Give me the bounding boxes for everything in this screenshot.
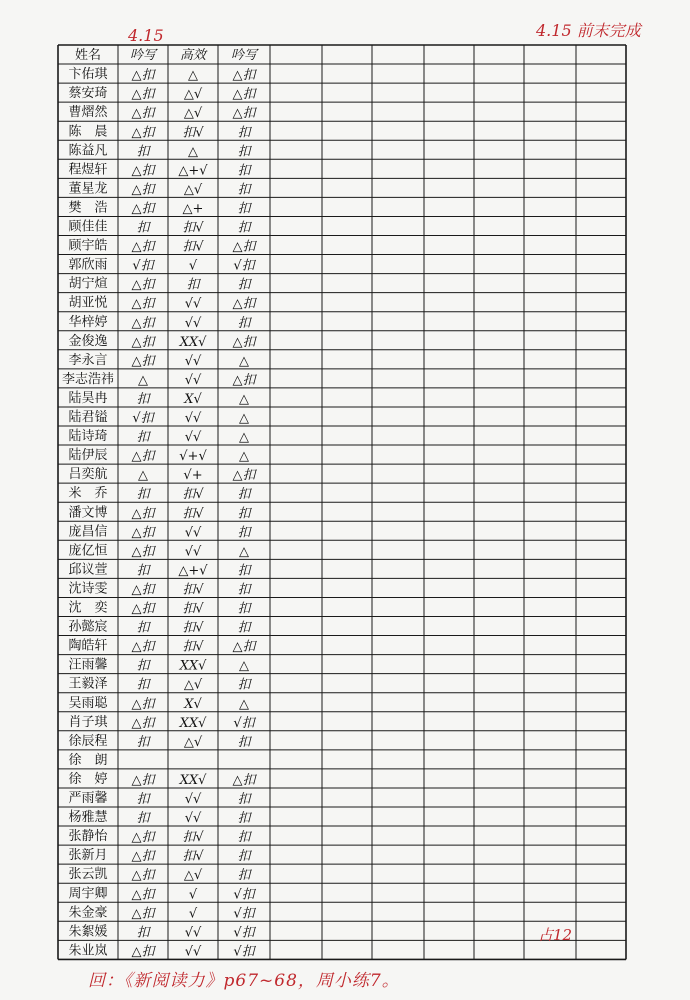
student-name: 华梓婷 (68, 314, 108, 330)
grade-mark: XX√ (179, 772, 207, 788)
grade-mark: 扣 (237, 144, 251, 160)
student-name: 米 乔 (68, 486, 108, 502)
grade-mark: △扣 (131, 582, 155, 598)
grade-mark: △扣 (232, 68, 256, 84)
grade-mark: △√ (183, 87, 203, 103)
student-name: 邱议萱 (68, 562, 108, 578)
grade-mark: 扣 (237, 125, 251, 141)
student-name: 朱金豪 (68, 905, 108, 921)
grade-mark: △扣 (131, 296, 155, 312)
grade-mark: △扣 (131, 315, 155, 331)
grade-mark: △扣 (232, 106, 256, 122)
grade-mark: √ (188, 887, 198, 903)
student-name: 蔡安琦 (68, 86, 108, 102)
grade-mark: 扣 (136, 563, 150, 579)
grade-mark: △+ (182, 201, 204, 217)
student-name: 庞昌信 (68, 524, 108, 540)
grade-mark: △扣 (131, 353, 155, 369)
grade-mark: △ (239, 696, 249, 712)
grade-mark: △扣 (131, 201, 155, 217)
grade-mark: △扣 (131, 772, 155, 788)
task-header-2: 高效 (179, 48, 207, 64)
grade-mark: △扣 (131, 849, 155, 865)
student-name: 张云凯 (68, 867, 108, 883)
grade-mark: √√ (184, 792, 202, 807)
task-header-row (75, 47, 259, 63)
handwritten-date: 4.15 (128, 26, 164, 45)
grade-mark: √扣 (233, 906, 255, 922)
grade-mark: 扣 (136, 811, 150, 827)
student-name: 孙懿宸 (68, 619, 108, 635)
grade-mark: XX√ (179, 334, 207, 350)
grade-mark: 扣√ (182, 220, 204, 236)
student-name: 汪雨馨 (68, 657, 108, 673)
grade-mark: 扣√ (182, 830, 204, 846)
student-name: 胡宁煊 (68, 276, 108, 292)
grade-mark: 扣√ (182, 620, 204, 636)
student-name: 李志浩祎 (61, 371, 115, 387)
grade-mark: 扣√ (182, 639, 204, 655)
grade-mark: XX√ (179, 658, 207, 674)
grade-mark: 扣 (237, 792, 251, 807)
grade-mark: 扣 (237, 506, 251, 522)
grade-mark: △扣 (131, 87, 155, 103)
grade-mark: 扣 (136, 792, 150, 807)
student-name: 陈 晨 (68, 124, 108, 140)
grade-mark: √√ (184, 525, 202, 541)
grade-mark: 扣 (136, 734, 150, 750)
grade-mark: △ (239, 658, 249, 674)
student-name: 胡亚悦 (68, 295, 108, 311)
grade-mark: 扣 (237, 811, 251, 827)
grade-mark: △扣 (232, 296, 256, 312)
student-name: 徐 婷 (68, 771, 108, 787)
grade-mark: 扣 (237, 163, 251, 179)
grade-mark: △ (188, 68, 198, 84)
grade-mark: △扣 (131, 906, 155, 922)
grade-mark: XX√ (179, 715, 207, 731)
grade-mark: 扣√ (182, 582, 204, 598)
grade-mark: 扣 (237, 677, 251, 693)
grade-mark: √√ (184, 925, 202, 941)
student-name: 徐 朗 (68, 752, 108, 768)
student-name: 陆昊冉 (68, 390, 108, 406)
grade-mark: △扣 (131, 277, 155, 293)
grade-mark: △扣 (232, 639, 256, 655)
student-name: 陆诗琦 (68, 429, 108, 445)
student-name: 杨雅慧 (68, 810, 108, 826)
grade-mark: 扣√ (182, 506, 204, 522)
student-name: 曹熠然 (68, 105, 108, 121)
grade-mark: △扣 (232, 239, 256, 255)
grade-mark: √√ (184, 353, 202, 369)
grade-mark: 扣 (136, 487, 150, 503)
grade-mark: △ (239, 430, 249, 446)
grade-mark: X√ (184, 391, 202, 407)
student-name: 沈 奕 (68, 600, 108, 616)
grade-mark: √扣 (233, 258, 255, 274)
grade-mark: △扣 (232, 372, 256, 388)
grade-mark: △扣 (131, 182, 155, 198)
grade-mark: √√ (184, 544, 202, 560)
grade-mark: △扣 (232, 334, 256, 350)
grade-mark: 扣 (237, 582, 251, 598)
grade-mark: △扣 (232, 468, 256, 484)
grade-mark: 扣 (237, 868, 251, 884)
grade-mark: △√ (183, 868, 203, 884)
grade-mark: √扣 (132, 411, 154, 426)
handwritten-count: 占12 (538, 926, 573, 944)
grade-mark: △扣 (131, 868, 155, 884)
grade-mark: 扣 (136, 144, 150, 160)
grade-mark: √ (188, 258, 198, 274)
grade-mark: 扣 (136, 220, 150, 236)
grade-mark: 扣√ (182, 849, 204, 865)
grade-mark: △ (138, 372, 148, 388)
grade-mark: √扣 (233, 944, 255, 960)
grade-mark: 扣 (237, 201, 251, 217)
grade-mark: △扣 (131, 163, 155, 179)
grade-mark: △√ (183, 106, 203, 122)
grade-mark: △扣 (131, 639, 155, 655)
student-name: 张新月 (68, 848, 108, 864)
grade-mark: △扣 (131, 696, 155, 712)
grade-mark: √√ (184, 315, 202, 331)
grade-mark: 扣√ (182, 239, 204, 255)
grade-mark: △+√ (178, 163, 208, 179)
student-name: 张静怡 (68, 829, 108, 845)
student-name: 严雨馨 (68, 791, 108, 806)
grade-mark: △扣 (131, 125, 155, 141)
grade-mark: △ (239, 411, 249, 426)
grade-mark: △√ (183, 677, 203, 693)
grade-mark: △扣 (131, 944, 155, 960)
student-name: 吴雨聪 (68, 695, 108, 711)
student-name-column (62, 66, 114, 958)
handwritten-deadline-note: 4.15 前末完成 (536, 21, 641, 40)
student-name: 王毅泽 (68, 676, 108, 692)
grade-mark: √√ (184, 296, 202, 312)
handwritten-homework-note: 回：《新阅读力》p67~68，周小练7。 (88, 971, 400, 991)
grade-mark: △扣 (131, 887, 155, 903)
grade-mark: √+ (183, 468, 203, 484)
name-column-header: 姓名 (74, 48, 102, 64)
task-header-3: 吟写 (230, 48, 258, 64)
student-name: 李永言 (68, 352, 108, 368)
grade-mark: △ (188, 144, 198, 160)
grade-mark: √扣 (233, 925, 255, 941)
grade-mark: △扣 (131, 334, 155, 350)
grade-mark: 扣 (136, 391, 150, 407)
student-name: 陶皓轩 (68, 638, 108, 654)
grade-mark: 扣 (136, 430, 150, 446)
grade-mark: 扣√ (182, 601, 204, 617)
grade-mark: △ (138, 468, 148, 484)
grade-mark: √√ (184, 430, 202, 446)
student-name: 庞亿恒 (68, 543, 108, 559)
grade-mark: 扣 (136, 677, 150, 693)
grade-mark: 扣√ (182, 125, 204, 141)
grade-mark: √扣 (233, 887, 255, 903)
grade-mark: 扣 (237, 601, 251, 617)
student-name: 徐辰程 (68, 733, 108, 749)
grade-mark: △ (239, 391, 249, 407)
grade-mark: 扣 (136, 925, 150, 941)
grade-mark: √√ (184, 944, 202, 960)
grade-mark: △扣 (232, 87, 256, 103)
grade-mark: △ (239, 544, 249, 560)
grade-mark: △ (239, 353, 249, 369)
grade-mark: √√ (184, 372, 202, 388)
grade-mark: 扣 (136, 620, 150, 636)
grade-mark: △扣 (131, 68, 155, 84)
student-name: 程煜轩 (68, 162, 108, 178)
grade-mark: √扣 (132, 258, 154, 274)
student-name: 顾佳佳 (68, 219, 108, 235)
grade-mark: 扣 (237, 620, 251, 636)
grade-mark: △扣 (131, 106, 155, 122)
grade-mark: 扣 (237, 277, 251, 293)
student-name: 金俊逸 (68, 333, 108, 349)
grade-mark: √ (188, 906, 198, 922)
grade-mark: √+√ (179, 449, 207, 465)
grade-mark: △√ (183, 182, 203, 198)
grade-mark: X√ (184, 696, 202, 712)
student-name: 董星龙 (68, 181, 108, 197)
student-name: 朱业岚 (68, 943, 108, 959)
student-name: 陆君镒 (68, 410, 108, 425)
task-header-1: 吟写 (129, 48, 157, 64)
grade-mark: 扣 (237, 525, 251, 541)
grade-mark: △扣 (131, 830, 155, 846)
student-name: 朱絮媛 (68, 924, 108, 940)
grade-mark: 扣 (136, 658, 150, 674)
grade-mark: △扣 (131, 601, 155, 617)
grade-mark: △扣 (232, 772, 256, 788)
student-name: 吕奕航 (68, 467, 108, 483)
student-name: 卞佑琪 (68, 67, 108, 83)
grade-mark: 扣 (237, 830, 251, 846)
grade-mark: △扣 (131, 506, 155, 522)
grade-mark: △√ (183, 734, 203, 750)
student-name: 陈益凡 (68, 143, 108, 159)
student-name: 樊 浩 (68, 200, 108, 216)
grade-mark: △扣 (131, 239, 155, 255)
grade-mark: 扣 (237, 849, 251, 865)
student-name: 潘文博 (68, 505, 108, 521)
student-name: 陆伊辰 (68, 448, 108, 464)
grade-mark: 扣 (186, 277, 200, 293)
grade-mark: √扣 (233, 715, 255, 731)
grade-mark: △扣 (131, 544, 155, 560)
student-name: 周宇卿 (68, 886, 108, 902)
grade-mark: 扣 (237, 563, 251, 579)
grade-mark: 扣 (237, 487, 251, 503)
grade-mark: 扣 (237, 220, 251, 236)
student-name: 郭欣雨 (68, 257, 108, 273)
grade-mark: △+√ (178, 563, 208, 579)
grade-mark: 扣 (237, 182, 251, 198)
student-name: 顾宇皓 (68, 238, 108, 254)
grade-mark: △扣 (131, 449, 155, 465)
grade-mark: △扣 (131, 525, 155, 541)
grade-mark: △扣 (131, 715, 155, 731)
grade-mark: 扣 (237, 734, 251, 750)
student-name: 沈诗雯 (68, 581, 108, 597)
grade-mark: 扣√ (182, 487, 204, 503)
grade-mark: △ (239, 449, 249, 465)
grade-mark: √√ (184, 811, 202, 827)
grade-mark: 扣 (237, 315, 251, 331)
grade-mark: √√ (184, 411, 202, 426)
student-name: 肖子琪 (68, 714, 108, 730)
